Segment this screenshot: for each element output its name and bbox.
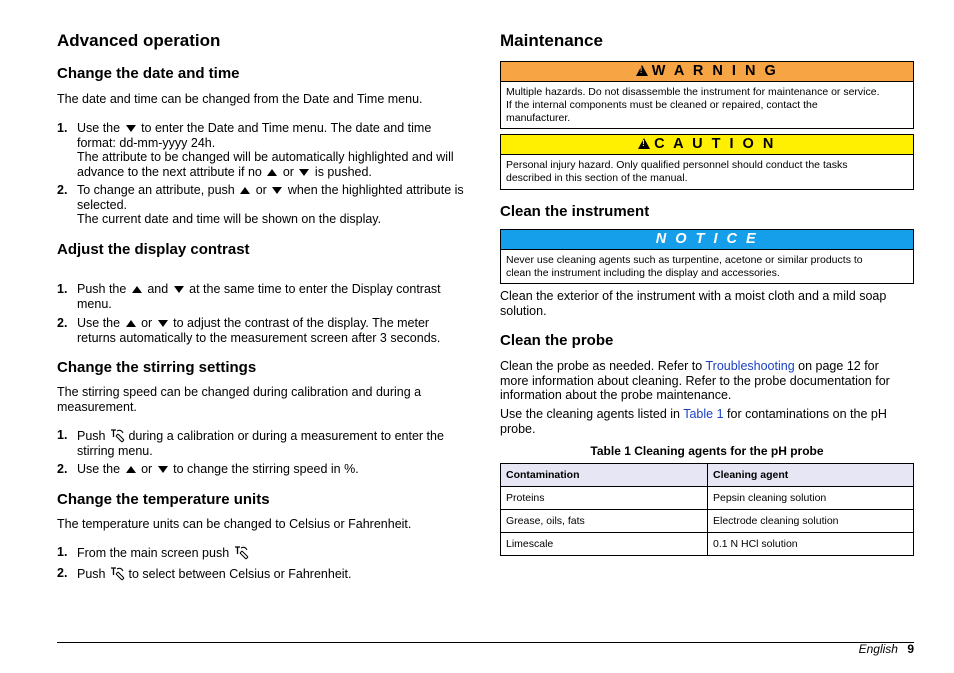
table-cell: Grease, oils, fats bbox=[501, 510, 708, 533]
notice-header: N O T I C E bbox=[501, 230, 913, 250]
table-row bbox=[501, 510, 914, 533]
stir-key-icon bbox=[109, 428, 125, 443]
clean-probe-text: Clean the probe as needed. Refer to Troubleshooting on page 12 for more information about cleaning. Refer to the probe documentation for information about the probe maintenance. bbox=[500, 359, 890, 402]
stir-key-icon bbox=[233, 545, 249, 560]
down-arrow-icon bbox=[272, 187, 282, 194]
table-header-row bbox=[501, 464, 914, 487]
warning-triangle-icon bbox=[636, 65, 648, 76]
clean-instrument-text: Clean the exterior of the instrument with a moist cloth and a mild soap solution. bbox=[500, 289, 887, 318]
heading-display-contrast: Adjust the display contrast bbox=[57, 241, 250, 258]
down-arrow-icon bbox=[299, 169, 309, 176]
down-arrow-icon bbox=[158, 320, 168, 327]
table-row bbox=[501, 487, 914, 510]
heading-stirring: Change the stirring settings bbox=[57, 359, 257, 376]
footer-rule bbox=[57, 642, 914, 643]
table-header-cell: Contamination bbox=[501, 464, 708, 487]
heading-temperature: Change the temperature units bbox=[57, 491, 270, 508]
cleaning-agents-text: Use the cleaning agents listed in Table 1 for contaminations on the pH probe. bbox=[500, 407, 887, 436]
table-cell: Electrode cleaning solution bbox=[708, 510, 914, 533]
cleaning-agents-table bbox=[500, 463, 914, 556]
section-title-maintenance: Maintenance bbox=[500, 31, 603, 50]
warning-box: !W A R N I N G Multiple hazards. Do not disassemble the instrument for maintenance or service. If the internal components must be cleaned or repaired, contact the manufacturer. bbox=[500, 61, 914, 129]
warning-triangle-icon bbox=[638, 138, 650, 149]
list-item: 1. From the main screen push bbox=[57, 545, 497, 561]
list-item: 2. Push to select between Celsius or Fahrenheit. bbox=[57, 566, 352, 581]
page-number: 9 bbox=[907, 642, 914, 656]
list-item: 2. Use the or to adjust the contrast of the display. The meter returns automatically to the measurement screen after 3 seconds. bbox=[57, 316, 441, 345]
stirring-intro: The stirring speed can be changed during calibration and during a measurement. bbox=[57, 385, 422, 414]
table-caption: Table 1 Cleaning agents for the pH probe bbox=[590, 444, 824, 458]
date-time-intro: The date and time can be changed from the Date and Time menu. bbox=[57, 92, 423, 106]
up-arrow-icon bbox=[267, 169, 277, 176]
table-cell: 0.1 N HCl solution bbox=[708, 533, 914, 556]
list-item: 2. To change an attribute, push or when the highlighted attribute is selected. The current date and time will be shown on the display. bbox=[57, 183, 464, 226]
down-arrow-icon bbox=[174, 286, 184, 293]
table-row bbox=[501, 533, 914, 556]
table-header-cell: Cleaning agent bbox=[708, 464, 914, 487]
up-arrow-icon bbox=[126, 466, 136, 473]
temperature-intro: The temperature units can be changed to Celsius or Fahrenheit. bbox=[57, 517, 412, 531]
table-cell: Proteins bbox=[501, 487, 708, 510]
list-item: 1. Use the to enter the Date and Time menu. The date and time format: dd-mm-yyyy 24h. The attribute to be changed will be automatically highlighted and will advance to the next attribute if no or is pushed. bbox=[57, 121, 454, 179]
footer-language: English bbox=[858, 642, 898, 656]
up-arrow-icon bbox=[132, 286, 142, 293]
notice-box: N O T I C E Never use cleaning agents such as turpentine, acetone or similar products to clean the instrument including the display and accessories. bbox=[500, 229, 914, 284]
down-arrow-icon bbox=[158, 466, 168, 473]
caution-box: !C A U T I O N Personal injury hazard. Only qualified personnel should conduct the tasks described in this section of the manual. bbox=[500, 134, 914, 190]
list-item: 1. Push during a calibration or during a measurement to enter the stirring menu. bbox=[57, 428, 444, 458]
table-cell: Limescale bbox=[501, 533, 708, 556]
stir-key-icon bbox=[109, 566, 125, 581]
page-footer bbox=[859, 642, 914, 656]
caution-header: !C A U T I O N bbox=[501, 135, 913, 155]
heading-clean-instrument: Clean the instrument bbox=[500, 203, 650, 220]
table-cell: Pepsin cleaning solution bbox=[708, 487, 914, 510]
section-title-advanced: Advanced operation bbox=[57, 31, 221, 50]
down-arrow-icon bbox=[126, 125, 136, 132]
table-1-link[interactable]: Table 1 bbox=[683, 407, 724, 421]
list-item: 2. Use the or to change the stirring speed in %. bbox=[57, 462, 359, 476]
heading-clean-probe: Clean the probe bbox=[500, 332, 614, 349]
up-arrow-icon bbox=[126, 320, 136, 327]
heading-date-time: Change the date and time bbox=[57, 65, 240, 82]
list-item: 1. Push the and at the same time to enter the Display contrast menu. bbox=[57, 282, 441, 311]
up-arrow-icon bbox=[240, 187, 250, 194]
troubleshooting-link[interactable]: Troubleshooting bbox=[705, 359, 795, 373]
warning-header: !W A R N I N G bbox=[501, 62, 913, 82]
